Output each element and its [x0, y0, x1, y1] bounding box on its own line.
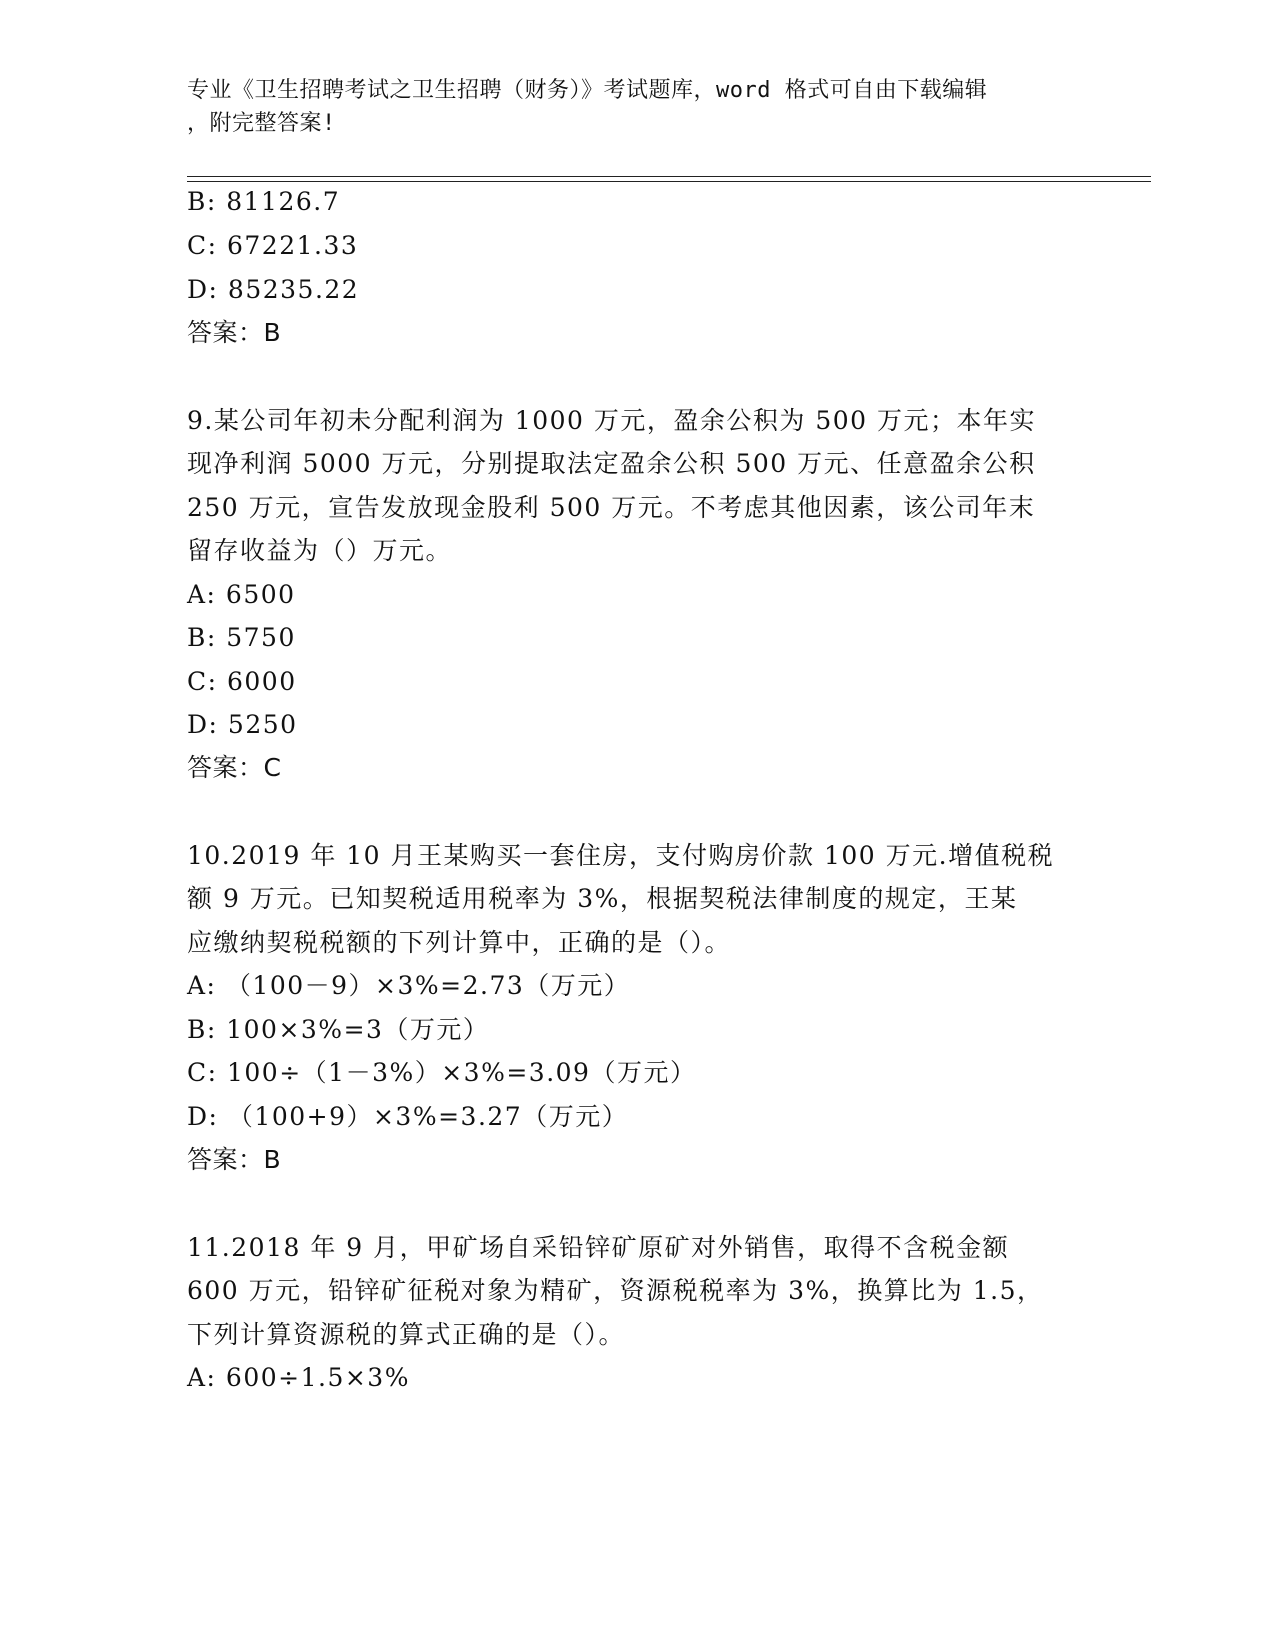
q9-option-a: A: 6500	[187, 580, 296, 609]
q10-text-line-1: 10.2019 年 10 月王某购买一套住房，支付购房价款 100 万元.增值税税	[187, 841, 1055, 870]
header-divider-bottom	[187, 181, 1151, 182]
q9-answer: 答案：C	[187, 753, 282, 782]
prev-answer: 答案：B	[187, 318, 282, 347]
prev-option-c: C: 67221.33	[187, 231, 359, 260]
q9-text-line-3: 250 万元，宣告发放现金股利 500 万元。不考虑其他因素，该公司年末	[187, 493, 1036, 522]
q10-answer: 答案：B	[187, 1145, 282, 1174]
q11-text-line-3: 下列计算资源税的算式正确的是（）。	[187, 1320, 626, 1349]
q10-text-line-2: 额 9 万元。已知契税适用税率为 3%，根据契税法律制度的规定，王某	[187, 884, 1018, 913]
q10-option-a: A: （100－9）×3%=2.73（万元）	[187, 971, 631, 1000]
q9-text-line-1: 9.某公司年初未分配利润为 1000 万元，盈余公积为 500 万元；本年实	[187, 406, 1036, 435]
q9-option-c: C: 6000	[187, 667, 297, 696]
q10-option-b: B: 100×3%=3（万元）	[187, 1015, 490, 1044]
q10-text-line-3: 应缴纳契税税额的下列计算中，正确的是（）。	[187, 928, 732, 957]
q11-text-line-1: 11.2018 年 9 月，甲矿场自采铅锌矿原矿对外销售，取得不含税金额	[187, 1233, 1010, 1262]
q11-text-line-2: 600 万元，铅锌矿征税对象为精矿，资源税税率为 3%，换算比为 1.5，	[187, 1276, 1044, 1305]
q9-option-d: D: 5250	[187, 710, 298, 739]
q9-option-b: B: 5750	[187, 623, 296, 652]
prev-option-b: B: 81126.7	[187, 187, 341, 216]
prev-option-d: D: 85235.22	[187, 275, 360, 304]
header-line-2: ，附完整答案!	[187, 111, 336, 136]
q9-text-line-2: 现净利润 5000 万元，分别提取法定盈余公积 500 万元、任意盈余公积	[187, 449, 1036, 478]
header-divider-top	[187, 176, 1151, 177]
header-line-1: 专业《卫生招聘考试之卫生招聘（财务）》考试题库，word 格式可自由下载编辑	[187, 78, 988, 103]
q10-option-d: D: （100+9）×3%=3.27（万元）	[187, 1102, 629, 1131]
document-header	[187, 74, 1067, 140]
q11-option-a: A: 600÷1.5×3%	[187, 1363, 410, 1392]
q9-text-line-4: 留存收益为（）万元。	[187, 536, 453, 565]
q10-option-c: C: 100÷（1－3%）×3%=3.09（万元）	[187, 1058, 697, 1087]
